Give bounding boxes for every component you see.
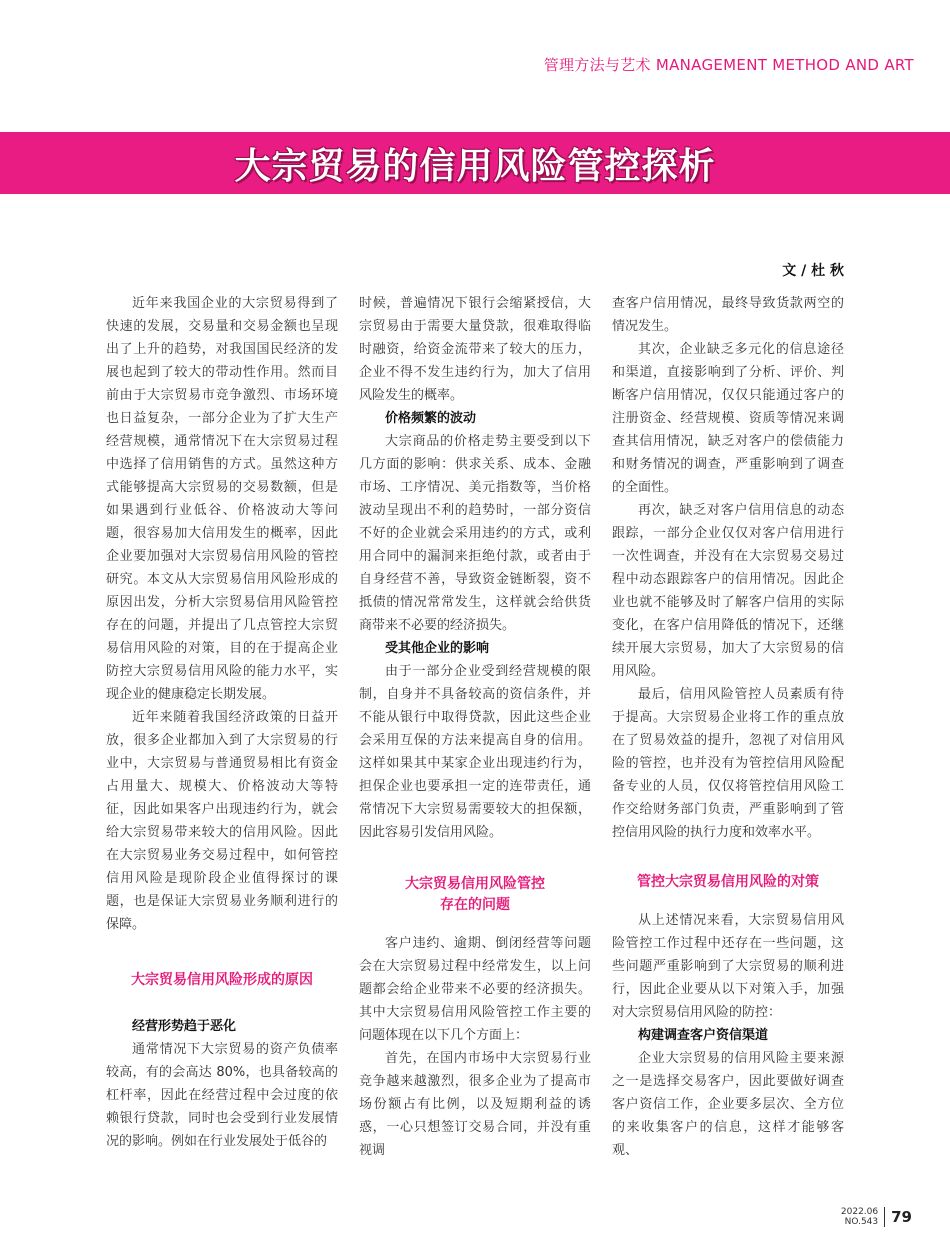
paragraph: 企业大宗贸易的信用风险主要来源之一是选择交易客户，因此要做好调查客户资信工作，企业要多层次、全方位的来收集客户的信息，这样才能够客观、 [612,1051,844,1158]
paragraph: 首先，在国内市场中大宗贸易行业竞争越来越激烈，很多企业为了提高市场份额占有比例，以及短期利益的诱惑，一心只想签订交易合同，并没有重视调 [359,1051,591,1158]
issue-info [841,1207,885,1227]
article-title: 大宗贸易的信用风险管控探析 [234,145,716,187]
section-heading: 管控大宗贸易信用风险的对策 [637,874,819,890]
section-heading: 大宗贸易信用风险形成的原因 [131,972,313,988]
paragraph: 近年来我国企业的大宗贸易得到了快速的发展，交易量和交易金额也呈现出了上升的趋势，对我国国民经济的发展也起到了较大的带动性作用。然而目前由于大宗贸易市竞争激烈、市场环境也日益复杂，一部分企业为了扩大生产经营规模，通常情况下在大宗贸易过程中选择了信用销售的方式。虽然这种方式能够提高大宗贸易的交易数额，但是如果遇到行业低谷、价格波动大等问题，很容易加大信用发生的概率，因此企业要加强对大宗贸易信用风险的管控研究。本文从大宗贸易信用风险形成的原因出发，分析大宗贸易信用风险管控存在的问题，并提出了几点管控大宗贸易信用风险的对策，目的在于提高企业防控大宗贸易信用风险的能力水平，实现企业的健康稳定长期发展。 [106,296,338,702]
paragraph: 其次，企业缺乏多元化的信息途径和渠道，直接影响到了分析、评价、判断客户信用情况，仅仅只能通过客户的注册资金、经营规模、资质等情况来调查其信用情况，缺乏对客户的偿债能力和财务情况的调查，严重影响到了调查的全面性。 [612,342,844,495]
paragraph: 查客户信用情况，最终导致货款两空的情况发生。 [612,296,844,334]
page-number: 79 [891,1208,912,1226]
column-2 [359,292,591,1162]
paragraph: 从上述情况来看，大宗贸易信用风险管控工作过程中还存在一些问题，这些问题严重影响到了大宗贸易的顺利进行，因此企业要从以下对策入手，加强对大宗贸易信用风险的防控： [612,913,844,1020]
paragraph: 客户违约、逾期、倒闭经营等问题会在大宗贸易过程中经常发生，以上问题都会给企业带来不必要的经济损失。其中大宗贸易信用风险管控工作主要的问题体现在以下几个方面上： [359,936,591,1043]
paragraph: 再次，缺乏对客户信用信息的动态跟踪，一部分企业仅仅对客户信用进行一次性调查，并没有在大宗贸易交易过程中动态跟踪客户的信用情况。因此企业也就不能够及时了解客户信用的实际变化，在客户信用降低的情况下，还继续开展大宗贸易，加大了大宗贸易的信用风险。 [612,503,844,679]
issue-number: NO.543 [844,1217,879,1227]
author-byline: 文 / 杜 秋 [782,263,844,279]
paragraph: 最后，信用风险管控人员素质有待于提高。大宗贸易企业将工作的重点放在了贸易效益的提升，忽视了对信用风险的管控，也并没有为管控信用风险配备专业的人员，仅仅将管控信用风险工作交给财务部门负责，严重影响到了管控信用风险的执行力度和效率水平。 [612,687,844,840]
section-heading-line: 大宗贸易信用风险管控 [405,876,545,892]
issue-date: 2022.06 [840,1207,879,1217]
title-band [0,132,950,194]
subheading: 受其他企业的影响 [385,641,490,656]
page-footer [841,1207,912,1227]
subheading: 经营形势趋于恶化 [132,1019,237,1034]
paragraph: 由于一部分企业受到经营规模的限制，自身并不具备较高的资信条件，并不能从银行中取得贷款，因此这些企业会采用互保的方法来提高自身的信用。这样如果其中某家企业出现违约行为，担保企业也要承担一定的连带责任，通常情况下大宗贸易需要较大的担保额，因此容易引发信用风险。 [359,664,591,840]
paragraph: 时候，普遍情况下银行会缩紧授信，大宗贸易由于需要大量贷款，很难取得临时融资，给资金流带来了较大的压力，企业不得不发生违约行为，加大了信用风险发生的概率。 [359,296,591,403]
paragraph: 近年来随着我国经济政策的日益开放，很多企业都加入到了大宗贸易的行业中，大宗贸易与普通贸易相比有资金占用量大、规模大、价格波动大等特征，因此如果客户出现违约行为，就会给大宗贸易带来较大的信用风险。因此在大宗贸易业务交易过程中，如何管控信用风险是现阶段企业值得探讨的课题，也是保证大宗贸易业务顺利进行的保障。 [106,710,338,932]
section-heading [359,874,591,916]
subheading: 价格频繁的波动 [385,411,477,426]
journal-section-header: 管理方法与艺术 MANAGEMENT METHOD AND ART [543,56,914,74]
subheading: 构建调查客户资信渠道 [638,1028,769,1043]
column-1 [106,292,338,1153]
paragraph: 大宗商品的价格走势主要受到以下几方面的影响：供求关系、成本、金融市场、工序情况、美元指数等，当价格波动呈现出不利的趋势时，一部分资信不好的企业就会采用违约的方式，或利用合同中的漏洞来拒绝付款，或者由于自身经营不善，导致资金链断裂，资不抵债的情况常常发生，这样就会给供货商带来不必要的经济损失。 [359,434,591,633]
section-heading-line: 存在的问题 [440,897,510,913]
paragraph: 通常情况下大宗贸易的资产负债率较高，有的会高达 80%，也具备较高的杠杆率，因此在经营过程中会过度的依赖银行贷款，同时也会受到行业发展情况的影响。例如在行业发展处于低谷的 [106,1042,338,1149]
column-3 [612,292,844,1162]
